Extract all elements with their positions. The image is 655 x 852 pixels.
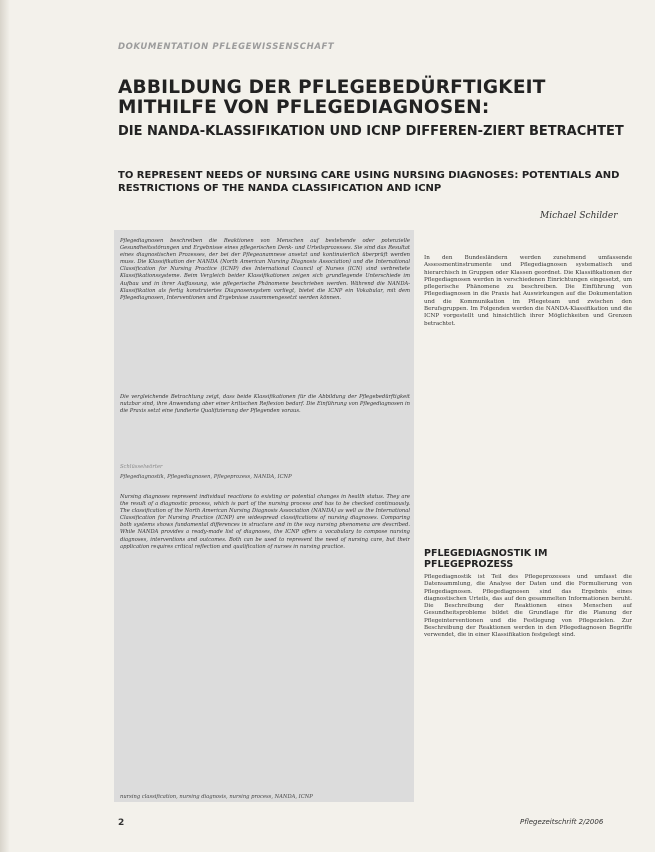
author-name: Michael Schilder <box>540 211 618 221</box>
journal-name: Pflegezeitschrift 2/2006 <box>520 818 604 826</box>
body-paragraph-1: In den Bundesländern werden zunehmend umfassende Assessmentinstrumente und Pflegediagnosen systematisch und hierarchisch in Gruppen oder Klassen geordnet. Die Klassifikationen der Pflegediagnosen werden in verschiedenen Einrichtungen eingesetzt, um pflegerische Phänomene zu beschreiben. Die Einführung von Pflegediagnosen in die Praxis hat Auswirkungen auf die Dokumentation und die Kommunikation im Pflegeteam und zwischen den Berufsgruppen. Im Folgenden werden die NANDA-Klassifikation und die ICNP vorgestellt und hinsichtlich ihrer Möglichkeiten und Grenzen betrachtet. <box>424 255 632 327</box>
keywords: Pflegediagnostik, Pflegediagnosen, Pflegeprozess, NANDA, ICNP <box>120 474 292 480</box>
article-title: ABBILDUNG DER PFLEGEBEDÜRFTIGKEIT MITHILFE VON PFLEGEDIAGNOSEN: <box>118 77 546 118</box>
abstract-german-1: Pflegediagnosen beschreiben die Reaktionen von Menschen auf bestehende oder potenzielle Gesundheitsstörungen und Ergebnisse eines pflegerischen Denk- und Urteilsprozesses. Sie sind das Resultat eines diagnostischen Prozesses, der bei der Pflegeanamnese ansetzt und kontinuierlich überprüft werden muss. Die Klassifikation der NANDA (North American Nursing Diagnosis Association) und die International Classification for Nursing Practice (ICNP) des International Council of Nurses (ICN) sind verbreitete Klassifikationssysteme. Beim Vergleich beider Klassifikationen zeigen sich grundlegende Unterschiede im Aufbau und in ihrer Auffassung, wie pflegerische Phänomene beschrieben werden. Während die NANDA-Klassifikation als fertig konstruiertes Diagnosensystem vorliegt, bietet die ICNP ein Vokabular, mit dem Pflegediagnosen, Interventionen und Ergebnisse zusammengesetzt werden können. <box>120 238 410 301</box>
body-paragraph-2: Pflegediagnostik ist Teil des Pflegeprozesses und umfasst die Datensammlung, die Analyse der Daten und die Formulierung von Pflegediagnosen. Pflegediagnosen sind das Ergebnis eines diagnostischen Urteils, das auf den gesammelten Informationen beruht. Die Beschreibung der Reaktionen eines Menschen auf Gesundheitsprobleme bildet die Grundlage für die Planung der Pflegeinterventionen und die Festlegung von Pflegezielen. Zur Beschreibung der Reaktionen werden in den Pflegediagnosen Begriffe verwendet, die in einer Klassifikation festgelegt sind. <box>424 574 632 639</box>
article-subtitle: DIE NANDA-KLASSIFIKATION UND ICNP DIFFEREN-ZIERT BETRACHTET <box>118 124 624 139</box>
abstract-english: Nursing diagnoses represent individual reactions to existing or potential changes in health status. They are the result of a diagnostic process, which is part of the nursing process and has to be checked continuously. The classification of the North American Nursing Diagnosis Association (NANDA) as well as the International Classification for Nursing Practice (ICNP) are widespread classifications of nursing diagnoses. Comparing both systems shows fundamental differences in structure and in the way nursing phenomena are described. While NANDA provides a ready-made list of diagnoses, the ICNP offers a vocabulary to compose nursing diagnoses, interventions and outcomes. Both can be used to represent the need of nursing care, but their application requires critical reflection and qualification of nurses in nursing practice. <box>120 494 410 550</box>
english-title: TO REPRESENT NEEDS OF NURSING CARE USING NURSING DIAGNOSES: POTENTIALS AND RESTRICTIONS OF THE NANDA CLASSIFICATION AND ICNP <box>118 170 620 194</box>
english-keywords: nursing classification, nursing diagnosis, nursing process, NANDA, ICNP <box>120 794 313 800</box>
section-heading: PFLEGEDIAGNOSTIK IM PFLEGEPROZESS <box>424 548 548 570</box>
abstract-german-2: Die vergleichende Betrachtung zeigt, dass beide Klassifikationen für die Abbildung der Pflegebedürftigkeit nutzbar sind, ihre Anwendung aber einer kritischen Reflexion bedarf. Die Einführung von Pflegediagnosen in die Praxis setzt eine fundierte Qualifizierung der Pflegenden voraus. <box>120 394 410 415</box>
page-spine-shadow <box>0 0 10 852</box>
page-number: 2 <box>118 818 125 828</box>
section-kicker: DOKUMENTATION PFLEGEWISSENSCHAFT <box>118 42 335 52</box>
keywords-label: Schlüsselwörter <box>120 464 163 470</box>
